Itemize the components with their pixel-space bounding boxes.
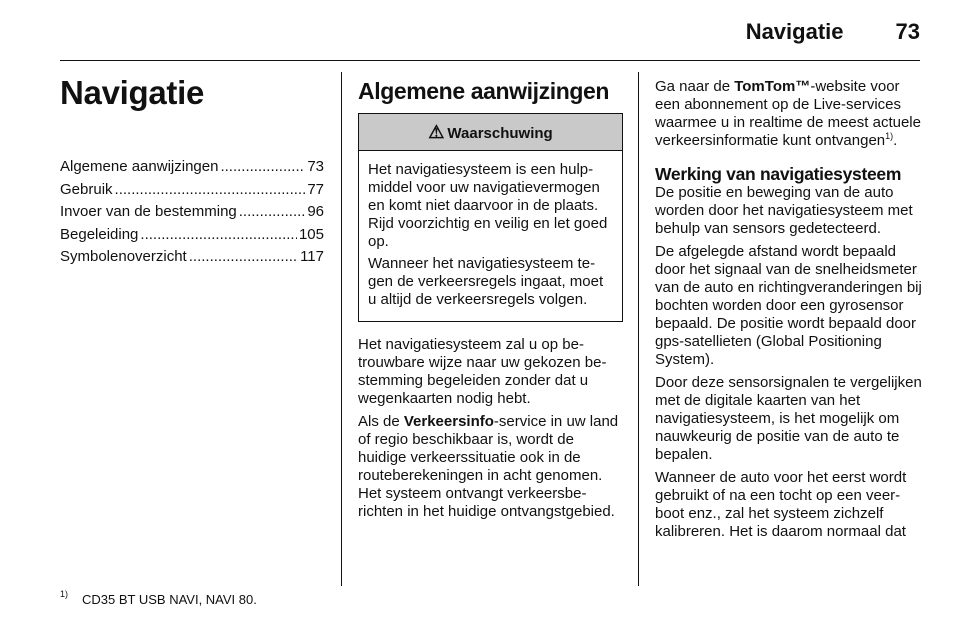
warning-paragraph: Wanneer het navigatiesysteem tegen de verkeersregels ingaat, moet u altijd de verkeersregels volgen. bbox=[368, 255, 604, 308]
verkeersinfo-term: Verkeersinfo bbox=[403, 413, 494, 430]
warning-header bbox=[359, 114, 622, 151]
toc-item-label: Symbolenoverzicht bbox=[60, 248, 187, 265]
body-paragraph: Wanneer de auto voor het eerst wordt gebruikt of na een tocht op een veerboot enz., zal het systeem zichzelf kalibreren. Het is daarom normaal dat bbox=[655, 469, 907, 540]
toc-item-label: Gebruik bbox=[60, 180, 113, 198]
page-number: 73 bbox=[895, 19, 920, 44]
column-divider-right bbox=[638, 72, 639, 586]
subheading: Werking van navigatiesysteem bbox=[655, 164, 902, 184]
warning-title: Waarschuwing bbox=[447, 125, 553, 142]
warning-paragraph: Het navigatiesysteem is een hulpmiddel voor uw navigatievermogen en komt niet daarvoor in de plaats. Rijd voorzichtig en veilig en let goed op. bbox=[368, 161, 608, 250]
warning-body bbox=[359, 151, 622, 321]
toc-item[interactable] bbox=[60, 179, 324, 202]
toc-item-page: 96 bbox=[307, 203, 324, 220]
toc-leader bbox=[239, 201, 306, 224]
tomtom-term: TomTom™ bbox=[734, 78, 811, 95]
toc-item-page: 77 bbox=[307, 180, 324, 198]
warning-box bbox=[358, 113, 623, 322]
toc-item-page: 73 bbox=[307, 158, 324, 175]
body-paragraph: De positie en beweging van de auto worden door het navigatiesysteem met behulp van sensors gedetecteerd. bbox=[655, 184, 913, 237]
footnote-reference[interactable]: 1) bbox=[885, 131, 894, 141]
toc-list bbox=[60, 156, 324, 269]
footnote-text: CD35 BT USB NAVI, NAVI 80. bbox=[82, 592, 257, 607]
footnote-mark: 1) bbox=[60, 589, 69, 599]
section-title: Algemene aanwijzingen bbox=[358, 78, 610, 104]
middle-column bbox=[358, 72, 623, 526]
toc-item-label: Begeleiding bbox=[60, 225, 139, 243]
running-section-title: Navigatie bbox=[745, 19, 844, 44]
toc-item-label: Invoer van de bestemming bbox=[60, 203, 237, 220]
toc-item[interactable] bbox=[60, 156, 324, 179]
toc-leader bbox=[189, 246, 298, 269]
toc-item-label: Algemene aanwijzingen bbox=[60, 158, 219, 175]
body-paragraph bbox=[655, 78, 923, 150]
text-run: -website voor een abonnement op de Live-services waarmee u in realtime de meest actuele verkeersinformatie kunt ontvangen bbox=[655, 78, 921, 149]
toc-item[interactable] bbox=[60, 201, 324, 224]
body-paragraph bbox=[358, 413, 623, 521]
body-paragraph: Door deze sensorsignalen te vergelijken met de digitale kaarten van het navigatiesysteem, is het mogelijk om nauwkeurig de positie van de auto te bepalen. bbox=[655, 374, 922, 463]
warning-triangle-icon: ⚠ bbox=[428, 122, 445, 142]
toc-item-page: 105 bbox=[298, 225, 324, 243]
text-run: . bbox=[893, 132, 898, 149]
footnote bbox=[60, 589, 257, 607]
toc-item[interactable] bbox=[60, 246, 324, 269]
toc-leader bbox=[220, 156, 305, 179]
toc-item[interactable] bbox=[60, 224, 324, 247]
text-run: Als de bbox=[358, 413, 404, 430]
right-column bbox=[655, 72, 923, 546]
page-header bbox=[60, 14, 920, 50]
column-divider-left bbox=[341, 72, 342, 586]
text-run: -service in uw land of regio beschikbaar is, wordt de huidige verkeerssituatie ook in de routeberekeningen in acht genomen. Het systeem ontvangt verkeersberichten in het huidige ontvangstgebied. bbox=[358, 413, 619, 520]
toc-column bbox=[60, 72, 324, 269]
toc-leader bbox=[140, 224, 297, 247]
toc-item-page: 117 bbox=[300, 248, 324, 265]
chapter-title: Navigatie bbox=[60, 74, 205, 111]
body-paragraph: De afgelegde afstand wordt bepaald door het signaal van de snelheidsmeter van de auto en richtingveranderingen bij bochten worden door een gyrosensor bepaald. De positie wordt bepaald door gps-satellieten (Global Positioning System). bbox=[655, 243, 922, 368]
text-run: Ga naar de bbox=[655, 78, 735, 95]
header-divider bbox=[60, 60, 920, 61]
toc-leader bbox=[115, 179, 306, 202]
body-paragraph: Het navigatiesysteem zal u op betrouwbare wijze naar uw gekozen bestemming begeleiden zonder dat u wegenkaarten nodig hebt. bbox=[358, 336, 607, 407]
